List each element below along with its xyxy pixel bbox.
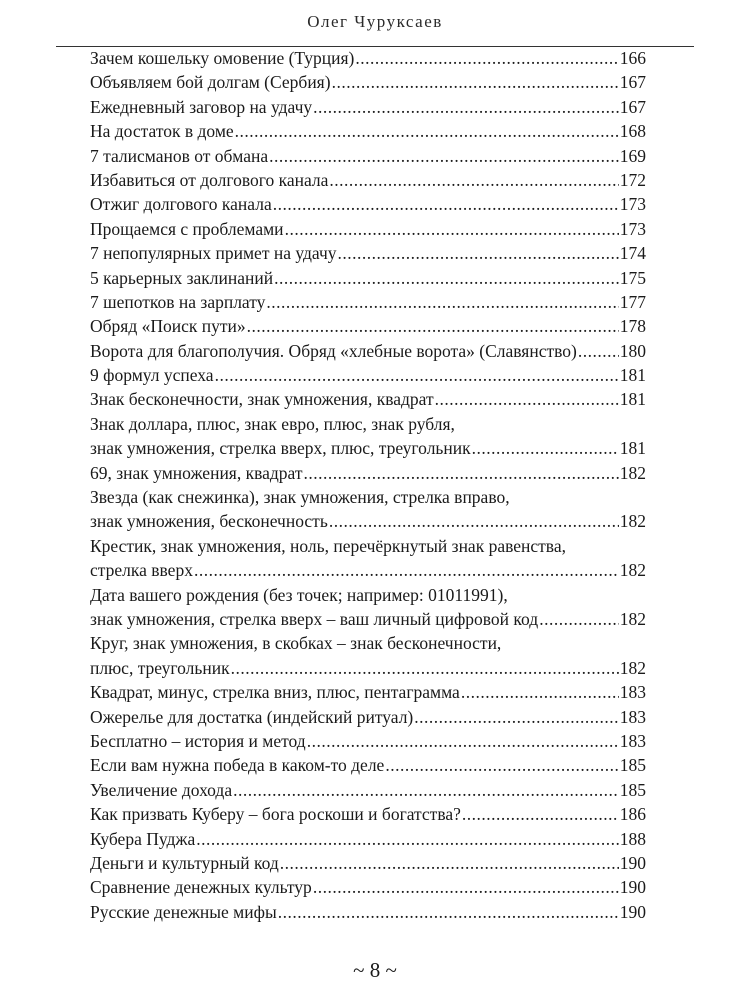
toc-line — [90, 778, 646, 802]
toc-page-number: 169 — [619, 145, 646, 166]
toc-line — [90, 753, 646, 777]
dot-leader — [304, 461, 619, 485]
dot-leader — [269, 144, 619, 168]
toc-page-number: 167 — [619, 96, 646, 117]
dot-leader — [194, 558, 619, 582]
dot-leader — [578, 339, 619, 363]
toc-entry-title: знак умножения, стрелка вверх – ваш личный цифровой код — [90, 608, 539, 629]
toc-entry-title: Если вам нужна победа в каком-то деле — [90, 755, 385, 776]
toc-entry — [90, 241, 646, 265]
toc-page-number: 178 — [619, 316, 646, 337]
dot-leader — [247, 314, 619, 338]
toc-line — [90, 851, 646, 875]
toc-entry-title: Круг, знак умножения, в скобках – знак бесконечности, — [90, 633, 502, 654]
toc-entry-title: 9 формул успеха — [90, 365, 214, 386]
toc-entry-title: стрелка вверх — [90, 560, 193, 581]
dot-leader — [278, 900, 619, 924]
toc-page-number: 172 — [619, 169, 646, 190]
toc-page-number: 177 — [619, 291, 646, 312]
toc-entry — [90, 827, 646, 851]
toc-page-number: 183 — [619, 706, 646, 727]
toc-line — [90, 485, 646, 509]
toc-line — [90, 290, 646, 314]
toc-entry — [90, 631, 646, 680]
toc-line — [90, 339, 646, 363]
toc-entry-title: На достаток в доме — [90, 121, 234, 142]
toc-entry-title: Дата вашего рождения (без точек; например: 01011991), — [90, 584, 508, 605]
toc-line — [90, 192, 646, 216]
toc-page-number: 166 — [619, 48, 646, 68]
toc-entry-title: Знак бесконечности, знак умножения, квадрат — [90, 389, 434, 410]
toc-entry — [90, 778, 646, 802]
toc-line — [90, 412, 646, 436]
toc-page-number: 186 — [619, 804, 646, 825]
toc-line — [90, 827, 646, 851]
toc-entry-title: 7 непопулярных примет на удачу — [90, 243, 337, 264]
dot-leader — [385, 753, 618, 777]
dot-leader — [329, 168, 618, 192]
toc-entry — [90, 583, 646, 632]
toc-line — [90, 534, 646, 558]
dot-leader — [196, 827, 618, 851]
toc-page-number: 182 — [619, 511, 646, 532]
toc-line — [90, 144, 646, 168]
toc-entry — [90, 314, 646, 338]
dot-leader — [332, 70, 619, 94]
toc-entry — [90, 412, 646, 461]
toc-page-number: 175 — [619, 267, 646, 288]
toc-page-number: 173 — [619, 194, 646, 215]
dot-leader — [274, 266, 619, 290]
toc-entry — [90, 363, 646, 387]
toc-line — [90, 509, 646, 533]
toc-entry — [90, 534, 646, 583]
toc-entry — [90, 95, 646, 119]
toc-line — [90, 436, 646, 460]
toc-line — [90, 70, 646, 94]
toc-entry-title: Сравнение денежных культур — [90, 877, 312, 898]
dot-leader — [414, 705, 618, 729]
toc-entry-title: 7 талисманов от обмана — [90, 145, 269, 166]
toc-page-number: 188 — [619, 828, 646, 849]
toc-entry — [90, 461, 646, 485]
dot-leader — [273, 192, 619, 216]
toc-page-number: 174 — [619, 243, 646, 264]
toc-entry-title: 7 шепотков на зарплату — [90, 291, 266, 312]
toc-line — [90, 461, 646, 485]
toc-entry-title: знак умножения, бесконечность — [90, 511, 328, 532]
dot-leader — [233, 778, 619, 802]
toc-entry-title: 69, знак умножения, квадрат — [90, 462, 303, 483]
toc-line — [90, 875, 646, 899]
toc-entry-title: Отжиг долгового канала — [90, 194, 272, 215]
toc-entry — [90, 485, 646, 534]
toc-entry — [90, 387, 646, 411]
toc-page-number: 182 — [619, 462, 646, 483]
toc-entry-title: Бесплатно – история и метод — [90, 730, 306, 751]
toc-entry — [90, 339, 646, 363]
toc-line — [90, 363, 646, 387]
toc-entry-title: Квадрат, минус, стрелка вниз, плюс, пентаграмма — [90, 682, 460, 703]
toc-entry — [90, 119, 646, 143]
toc-page-number: 181 — [619, 365, 646, 386]
toc-page-number: 167 — [619, 72, 646, 93]
toc-entry-title: Кубера Пуджа — [90, 828, 196, 849]
toc-line — [90, 583, 646, 607]
toc-line — [90, 217, 646, 241]
toc-entry-title: Ворота для благополучия. Обряд «хлебные ворота» (Славянство) — [90, 340, 577, 361]
dot-leader — [461, 680, 619, 704]
toc-page-number: 190 — [619, 852, 646, 873]
toc-entry — [90, 192, 646, 216]
toc-line — [90, 607, 646, 631]
toc-entry-title: Звезда (как снежинка), знак умножения, стрелка вправо, — [90, 487, 510, 508]
dot-leader — [280, 851, 619, 875]
toc-page-number: 173 — [619, 218, 646, 239]
table-of-contents — [90, 46, 646, 924]
toc-page-number: 182 — [619, 560, 646, 581]
toc-page-number: 182 — [619, 657, 646, 678]
page-number: ~ 8 ~ — [353, 958, 397, 982]
toc-entry — [90, 900, 646, 924]
dot-leader — [215, 363, 619, 387]
toc-entry — [90, 217, 646, 241]
toc-page-number: 168 — [619, 121, 646, 142]
toc-entry — [90, 680, 646, 704]
toc-page-number: 185 — [619, 755, 646, 776]
toc-line — [90, 705, 646, 729]
toc-entry-title: Ожерелье для достатка (индейский ритуал) — [90, 706, 414, 727]
dot-leader — [539, 607, 619, 631]
toc-entry-title: плюс, треугольник — [90, 657, 230, 678]
toc-entry-title: Крестик, знак умножения, ноль, перечёркнутый знак равенства, — [90, 535, 566, 556]
toc-entry-title: Русские денежные мифы — [90, 901, 277, 922]
toc-entry-title: 5 карьерных заклинаний — [90, 267, 274, 288]
toc-entry-title: Деньги и культурный код — [90, 852, 279, 873]
toc-entry — [90, 851, 646, 875]
toc-line — [90, 46, 646, 70]
toc-entry-title: Увеличение дохода — [90, 779, 233, 800]
toc-entry-title: Прощаемся с проблемами — [90, 218, 284, 239]
toc-entry — [90, 266, 646, 290]
toc-line — [90, 119, 646, 143]
toc-entry — [90, 70, 646, 94]
toc-page-number: 181 — [619, 438, 646, 459]
toc-entry-title: Ежедневный заговор на удачу — [90, 96, 313, 117]
toc-entry — [90, 144, 646, 168]
dot-leader — [338, 241, 619, 265]
dot-leader — [313, 95, 619, 119]
dot-leader — [355, 46, 618, 70]
toc-line — [90, 387, 646, 411]
toc-entry — [90, 46, 646, 70]
toc-entry — [90, 729, 646, 753]
toc-line — [90, 95, 646, 119]
running-header — [56, 0, 694, 47]
toc-entry-title: Объявляем бой долгам (Сербия) — [90, 72, 331, 93]
toc-line — [90, 656, 646, 680]
toc-page-number: 182 — [619, 608, 646, 629]
toc-entry — [90, 875, 646, 899]
toc-line — [90, 558, 646, 582]
toc-line — [90, 314, 646, 338]
toc-page-number: 185 — [619, 779, 646, 800]
toc-entry-title: Избавиться от долгового канала — [90, 169, 329, 190]
dot-leader — [235, 119, 619, 143]
dot-leader — [472, 436, 619, 460]
toc-page-number: 190 — [619, 901, 646, 922]
dot-leader — [329, 509, 619, 533]
toc-entry — [90, 753, 646, 777]
dot-leader — [435, 387, 619, 411]
toc-entry-title: Как призвать Куберу – бога роскоши и богатства? — [90, 804, 461, 825]
dot-leader — [462, 802, 619, 826]
toc-entry-title: знак умножения, стрелка вверх, плюс, треугольник — [90, 438, 471, 459]
toc-entry-title: Знак доллара, плюс, знак евро, плюс, знак рубля, — [90, 413, 455, 434]
dot-leader — [266, 290, 618, 314]
dot-leader — [307, 729, 619, 753]
toc-line — [90, 900, 646, 924]
toc-page-number: 181 — [619, 389, 646, 410]
toc-page-number: 183 — [619, 730, 646, 751]
dot-leader — [313, 875, 619, 899]
toc-entry-title: Зачем кошельку омовение (Турция) — [90, 48, 355, 68]
toc-line — [90, 266, 646, 290]
toc-entry — [90, 802, 646, 826]
toc-line — [90, 729, 646, 753]
toc-entry — [90, 290, 646, 314]
toc-entry-title: Обряд «Поиск пути» — [90, 316, 246, 337]
toc-page-number: 183 — [619, 682, 646, 703]
toc-line — [90, 168, 646, 192]
toc-page-number: 180 — [619, 340, 646, 361]
dot-leader — [231, 656, 619, 680]
toc-page-number: 190 — [619, 877, 646, 898]
toc-entry — [90, 705, 646, 729]
toc-line — [90, 631, 646, 655]
toc-line — [90, 241, 646, 265]
toc-entry — [90, 168, 646, 192]
toc-line — [90, 680, 646, 704]
toc-line — [90, 802, 646, 826]
author-name: Олег Чуруксаев — [307, 12, 443, 31]
dot-leader — [285, 217, 619, 241]
